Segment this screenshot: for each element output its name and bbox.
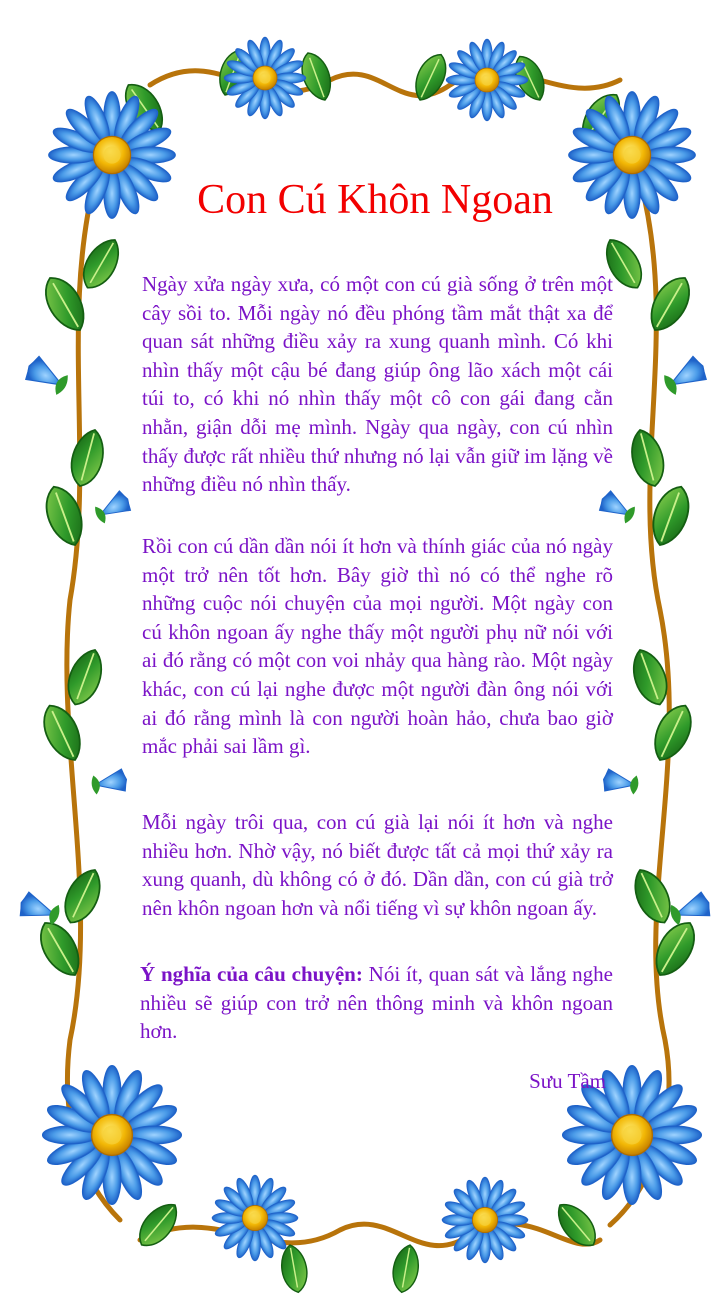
story-moral <box>140 960 613 1046</box>
story-title: Con Cú Khôn Ngoan <box>197 177 553 223</box>
moral-text: Nói ít, quan sát và lắng nghe nhiều sẽ giúp con trở nên thông minh và khôn ngoan hơn. <box>140 962 613 1044</box>
story-paragraph: Mỗi ngày trôi qua, con cú già lại nói ít hơn và nghe nhiều hơn. Nhờ vậy, nó biết được tất cả mọi thứ xảy ra xung quanh, dù không có ở đó. Dần dần, con cú già trở nên khôn ngoan hơn và nổi tiếng vì sự khôn ngoan ấy. <box>142 810 613 920</box>
moral-label: Ý nghĩa của câu chuyện: <box>140 962 363 986</box>
story-paragraph: Rồi con cú dần dần nói ít hơn và thính giác của nó ngày một trở nên tốt hơn. Bây giờ thì nó có thể nghe rõ những cuộc nói chuyện của mọi người. Một ngày con cú khôn ngoan ấy nghe thấy một người phụ nữ nói với ai đó rằng có một con voi nhảy qua hàng rào. Một ngày khác, con cú lại nghe được một người đàn ông nói với ai đó rằng mình là con người hoàn hảo, chưa bao giờ mắc phải sai lầm gì. <box>142 534 613 759</box>
story-paragraph: Ngày xửa ngày xưa, có một con cú già sống ở trên một cây sồi to. Mỗi ngày nó đều phóng tầm mắt thật xa để quan sát những điều xảy ra xung quanh mình. Có khi nhìn thấy một cậu bé đang giúp ông lão xách một cái túi to, có khi nó nhìn thấy một cô con gái đang cằn nhằn, giận dỗi mẹ mình. Ngày qua ngày, con cú nhìn thấy được rất nhiều thứ nhưng nó lại vẫn giữ im lặng về những điều nó nhìn thấy. <box>142 272 613 497</box>
source-credit: Sưu Tầm <box>529 1069 606 1093</box>
